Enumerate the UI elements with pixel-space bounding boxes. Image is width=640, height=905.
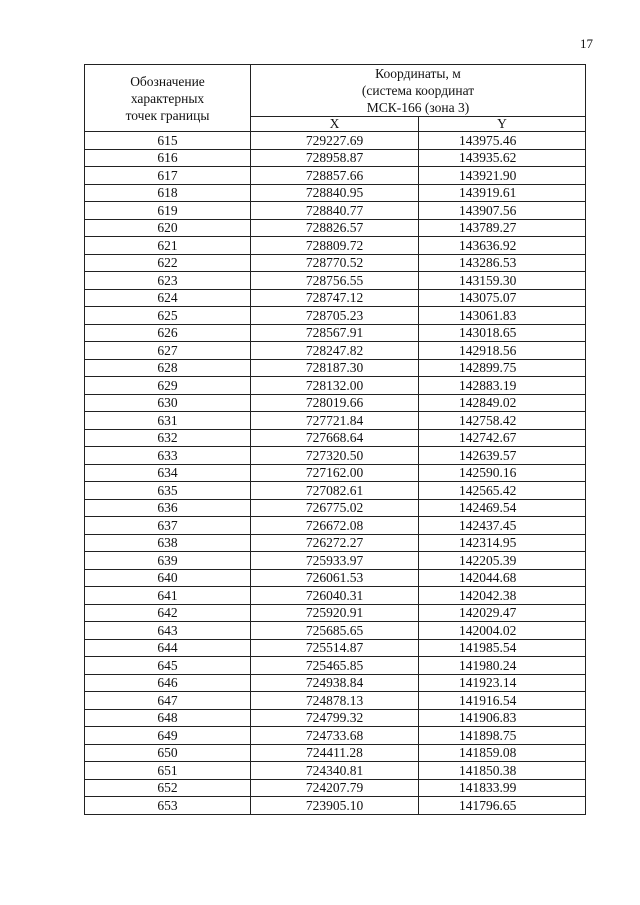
point-cell: 648 xyxy=(85,709,251,727)
point-cell: 631 xyxy=(85,412,251,430)
table-row xyxy=(85,517,586,535)
table-row xyxy=(85,132,586,150)
point-cell: 638 xyxy=(85,534,251,552)
point-cell: 621 xyxy=(85,237,251,255)
y-cell: 143636.92 xyxy=(419,237,586,255)
header-coords-line: (система координат xyxy=(361,83,475,98)
point-cell: 628 xyxy=(85,359,251,377)
point-cell: 630 xyxy=(85,394,251,412)
point-cell: 629 xyxy=(85,377,251,395)
y-cell: 143061.83 xyxy=(419,307,586,325)
y-cell: 141985.54 xyxy=(419,639,586,657)
y-cell: 142590.16 xyxy=(419,464,586,482)
table-row xyxy=(85,534,586,552)
y-cell: 142883.19 xyxy=(419,377,586,395)
table-row xyxy=(85,622,586,640)
x-cell: 728840.95 xyxy=(251,184,419,202)
point-cell: 632 xyxy=(85,429,251,447)
x-cell: 728187.30 xyxy=(251,359,419,377)
table-body xyxy=(85,132,586,815)
point-cell: 627 xyxy=(85,342,251,360)
x-cell: 728770.52 xyxy=(251,254,419,272)
point-cell: 624 xyxy=(85,289,251,307)
x-cell: 727162.00 xyxy=(251,464,419,482)
point-cell: 647 xyxy=(85,692,251,710)
x-cell: 727320.50 xyxy=(251,447,419,465)
x-cell: 724733.68 xyxy=(251,727,419,745)
table-row xyxy=(85,744,586,762)
x-cell: 728840.77 xyxy=(251,202,419,220)
table-row xyxy=(85,464,586,482)
x-cell: 728958.87 xyxy=(251,149,419,167)
table-row xyxy=(85,727,586,745)
y-cell: 142437.45 xyxy=(419,517,586,535)
y-cell: 142849.02 xyxy=(419,394,586,412)
x-cell: 728809.72 xyxy=(251,237,419,255)
point-cell: 635 xyxy=(85,482,251,500)
table-row xyxy=(85,219,586,237)
x-cell: 724411.28 xyxy=(251,744,419,762)
header-point-line: точек границы xyxy=(125,107,210,123)
x-cell: 724799.32 xyxy=(251,709,419,727)
x-cell: 728019.66 xyxy=(251,394,419,412)
table-row xyxy=(85,604,586,622)
table-row xyxy=(85,237,586,255)
y-cell: 143018.65 xyxy=(419,324,586,342)
table-row xyxy=(85,762,586,780)
point-cell: 644 xyxy=(85,639,251,657)
x-cell: 724207.79 xyxy=(251,779,419,797)
y-cell: 142314.95 xyxy=(419,534,586,552)
y-cell: 143907.56 xyxy=(419,202,586,220)
table-row xyxy=(85,412,586,430)
x-cell: 728567.91 xyxy=(251,324,419,342)
point-cell: 620 xyxy=(85,219,251,237)
x-cell: 728857.66 xyxy=(251,167,419,185)
table-row xyxy=(85,482,586,500)
y-cell: 142565.42 xyxy=(419,482,586,500)
point-cell: 650 xyxy=(85,744,251,762)
table-row xyxy=(85,639,586,657)
y-cell: 142758.42 xyxy=(419,412,586,430)
x-cell: 729227.69 xyxy=(251,132,419,150)
y-cell: 141980.24 xyxy=(419,657,586,675)
x-cell: 727668.64 xyxy=(251,429,419,447)
y-cell: 142044.68 xyxy=(419,569,586,587)
x-cell: 727082.61 xyxy=(251,482,419,500)
point-cell: 646 xyxy=(85,674,251,692)
y-cell: 142899.75 xyxy=(419,359,586,377)
x-cell: 724340.81 xyxy=(251,762,419,780)
header-coords-line: МСК-166 (зона 3) xyxy=(366,100,470,115)
page-number: 17 xyxy=(580,36,593,51)
point-cell: 642 xyxy=(85,604,251,622)
point-cell: 649 xyxy=(85,727,251,745)
point-cell: 643 xyxy=(85,622,251,640)
header-y: Y xyxy=(419,117,586,132)
table-row xyxy=(85,184,586,202)
table-row xyxy=(85,552,586,570)
y-cell: 142469.54 xyxy=(419,499,586,517)
table-row xyxy=(85,377,586,395)
x-cell: 725920.91 xyxy=(251,604,419,622)
table-row xyxy=(85,394,586,412)
x-cell: 726775.02 xyxy=(251,499,419,517)
point-cell: 615 xyxy=(85,132,251,150)
point-cell: 616 xyxy=(85,149,251,167)
y-cell: 142042.38 xyxy=(419,587,586,605)
point-cell: 633 xyxy=(85,447,251,465)
x-cell: 726272.27 xyxy=(251,534,419,552)
table-row xyxy=(85,359,586,377)
header-x: X xyxy=(251,117,419,132)
point-cell: 625 xyxy=(85,307,251,325)
y-cell: 143975.46 xyxy=(419,132,586,150)
x-cell: 728705.23 xyxy=(251,307,419,325)
table-row xyxy=(85,674,586,692)
point-cell: 626 xyxy=(85,324,251,342)
x-cell: 728756.55 xyxy=(251,272,419,290)
point-cell: 617 xyxy=(85,167,251,185)
y-cell: 141850.38 xyxy=(419,762,586,780)
header-point-line: характерных xyxy=(130,90,205,106)
y-cell: 143159.30 xyxy=(419,272,586,290)
y-cell: 142205.39 xyxy=(419,552,586,570)
x-cell: 726061.53 xyxy=(251,569,419,587)
point-cell: 637 xyxy=(85,517,251,535)
x-cell: 728247.82 xyxy=(251,342,419,360)
y-cell: 142742.67 xyxy=(419,429,586,447)
x-cell: 726672.08 xyxy=(251,517,419,535)
y-cell: 141833.99 xyxy=(419,779,586,797)
x-cell: 725933.97 xyxy=(251,552,419,570)
table-row xyxy=(85,587,586,605)
y-cell: 141898.75 xyxy=(419,727,586,745)
table-row xyxy=(85,447,586,465)
x-cell: 728826.57 xyxy=(251,219,419,237)
y-cell: 141796.65 xyxy=(419,797,586,815)
table-row xyxy=(85,272,586,290)
point-cell: 623 xyxy=(85,272,251,290)
header-point-designation xyxy=(85,65,251,132)
x-cell: 725514.87 xyxy=(251,639,419,657)
x-cell: 725685.65 xyxy=(251,622,419,640)
y-cell: 143921.90 xyxy=(419,167,586,185)
table-row xyxy=(85,657,586,675)
y-cell: 142639.57 xyxy=(419,447,586,465)
point-cell: 645 xyxy=(85,657,251,675)
x-cell: 724938.84 xyxy=(251,674,419,692)
y-cell: 143075.07 xyxy=(419,289,586,307)
point-cell: 634 xyxy=(85,464,251,482)
header-coordinates xyxy=(251,65,586,117)
point-cell: 639 xyxy=(85,552,251,570)
table-row xyxy=(85,254,586,272)
x-cell: 725465.85 xyxy=(251,657,419,675)
point-cell: 651 xyxy=(85,762,251,780)
x-cell: 724878.13 xyxy=(251,692,419,710)
table-row xyxy=(85,779,586,797)
y-cell: 141923.14 xyxy=(419,674,586,692)
coordinates-table xyxy=(84,64,586,815)
table-row xyxy=(85,307,586,325)
y-cell: 141916.54 xyxy=(419,692,586,710)
x-cell: 728132.00 xyxy=(251,377,419,395)
point-cell: 652 xyxy=(85,779,251,797)
point-cell: 619 xyxy=(85,202,251,220)
point-cell: 653 xyxy=(85,797,251,815)
table-row xyxy=(85,709,586,727)
x-cell: 728747.12 xyxy=(251,289,419,307)
table-row xyxy=(85,342,586,360)
point-cell: 618 xyxy=(85,184,251,202)
table-row xyxy=(85,569,586,587)
y-cell: 143789.27 xyxy=(419,219,586,237)
y-cell: 143935.62 xyxy=(419,149,586,167)
header-coords-line: Координаты, м xyxy=(375,66,461,81)
table-row xyxy=(85,202,586,220)
table-row xyxy=(85,149,586,167)
table-row xyxy=(85,289,586,307)
table-row xyxy=(85,429,586,447)
y-cell: 141859.08 xyxy=(419,744,586,762)
table-row xyxy=(85,167,586,185)
x-cell: 727721.84 xyxy=(251,412,419,430)
y-cell: 142918.56 xyxy=(419,342,586,360)
x-cell: 723905.10 xyxy=(251,797,419,815)
x-cell: 726040.31 xyxy=(251,587,419,605)
y-cell: 142029.47 xyxy=(419,604,586,622)
table-row xyxy=(85,692,586,710)
point-cell: 636 xyxy=(85,499,251,517)
point-cell: 641 xyxy=(85,587,251,605)
table-row xyxy=(85,797,586,815)
y-cell: 143919.61 xyxy=(419,184,586,202)
y-cell: 142004.02 xyxy=(419,622,586,640)
table-row xyxy=(85,499,586,517)
y-cell: 143286.53 xyxy=(419,254,586,272)
header-point-line: Обозначение xyxy=(130,73,205,89)
y-cell: 141906.83 xyxy=(419,709,586,727)
point-cell: 640 xyxy=(85,569,251,587)
point-cell: 622 xyxy=(85,254,251,272)
table-row xyxy=(85,324,586,342)
